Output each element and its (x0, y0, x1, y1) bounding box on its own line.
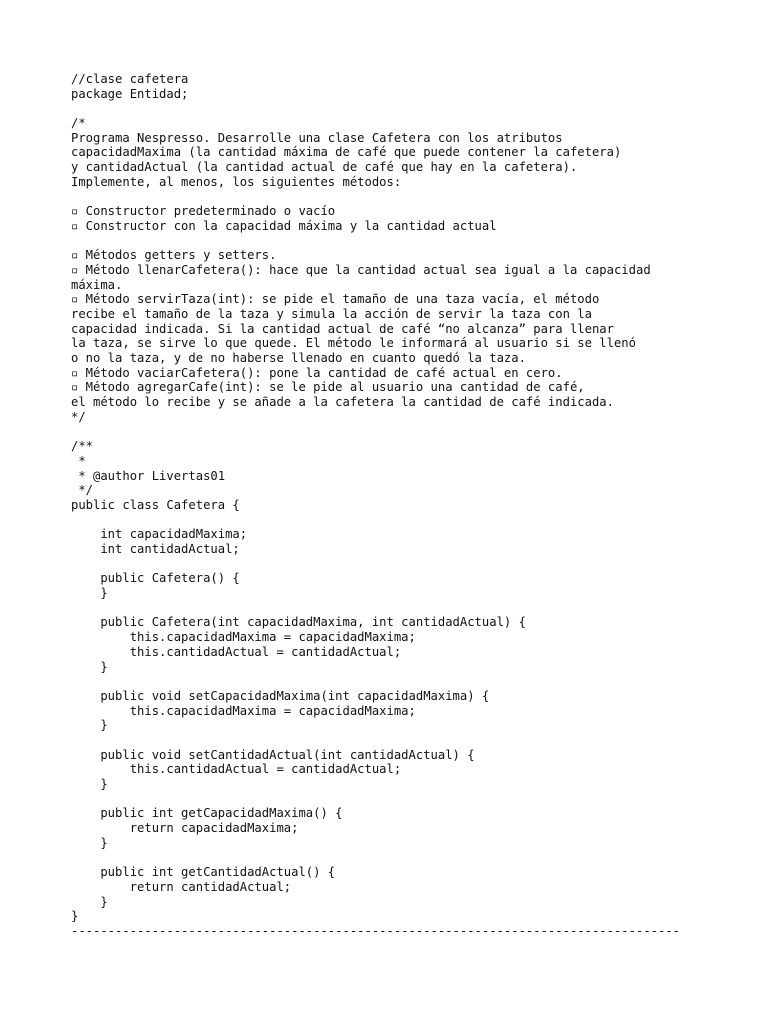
code-line: /** (71, 439, 94, 454)
code-line: ▫ Métodos getters y setters. (71, 248, 277, 263)
code-line: ▫ Método servirTaza(int): se pide el tamaño de una taza vacía, el método (71, 292, 600, 307)
code-line: ▫ Constructor predeterminado o vacío (71, 204, 336, 219)
code-line (71, 101, 731, 116)
code-line (71, 234, 731, 249)
code-line (71, 850, 731, 865)
code-line: * @author Livertas01 (71, 468, 226, 483)
code-line (71, 557, 731, 572)
code-line: public int getCapacidadMaxima() { (71, 806, 343, 821)
code-line: public class Cafetera { (71, 497, 240, 512)
code-line: el método lo recibe y se añade a la cafetera la cantidad de café indicada. (71, 395, 614, 410)
code-line: ▫ Método agregarCafe(int): se le pide al usuario una cantidad de café, (71, 380, 585, 395)
code-line: máxima. (71, 277, 123, 292)
code-line: ▫ Método vaciarCafetera(): pone la cantidad de café actual en cero. (71, 365, 563, 380)
code-listing (71, 72, 731, 939)
code-line: Implemente, al menos, los siguientes métodos: (71, 174, 402, 189)
code-line: ----------------------------------------------------------------------------------- (71, 923, 681, 938)
code-line: return capacidadMaxima; (71, 821, 299, 836)
code-line (71, 425, 731, 440)
code-line: public int getCantidadActual() { (71, 865, 336, 880)
code-line: this.capacidadMaxima = capacidadMaxima; (71, 703, 416, 718)
code-line: public void setCapacidadMaxima(int capacidadMaxima) { (71, 688, 490, 703)
code-line: recibe el tamaño de la taza y simula la acción de servir la taza con la (71, 307, 592, 321)
code-line: /* (71, 116, 86, 131)
code-line: o no la taza, y de no haberse llenado en cuanto quedó la taza. (71, 351, 526, 366)
code-line: } (71, 586, 108, 601)
code-line: */ (71, 409, 86, 424)
code-line: //clase cafetera (71, 72, 189, 86)
code-line: package Entidad; (71, 86, 189, 101)
code-line (71, 190, 731, 205)
code-line: */ (71, 483, 94, 498)
code-line (71, 792, 731, 807)
code-line: this.cantidadActual = cantidadActual; (71, 762, 402, 777)
code-line: public Cafetera() { (71, 571, 240, 586)
code-line: int capacidadMaxima; (71, 527, 248, 542)
code-line: } (71, 777, 108, 791)
code-line: } (71, 659, 108, 674)
code-line: } (71, 894, 108, 909)
code-line: } (71, 835, 108, 850)
code-line: public void setCantidadActual(int cantidadActual) { (71, 747, 475, 762)
code-line: int cantidadActual; (71, 542, 240, 556)
code-line: ▫ Constructor con la capacidad máxima y la cantidad actual (71, 218, 497, 233)
code-line: capacidadMaxima (la cantidad máxima de café que puede contener la cafetera) (71, 145, 622, 160)
code-line (71, 513, 731, 528)
code-line: Programa Nespresso. Desarrolle una clase Cafetera con los atributos (71, 130, 563, 145)
code-line (71, 733, 731, 748)
code-line: capacidad indicada. Si la cantidad actual de café “no alcanza” para llenar (71, 321, 614, 336)
code-line: this.capacidadMaxima = capacidadMaxima; (71, 630, 416, 645)
code-line: return cantidadActual; (71, 879, 292, 894)
code-line (71, 674, 731, 689)
code-line: this.cantidadActual = cantidadActual; (71, 644, 402, 659)
code-line: la taza, se sirve lo que quede. El método le informará al usuario si se llenó (71, 336, 636, 351)
code-line (71, 601, 731, 616)
code-line: public Cafetera(int capacidadMaxima, int cantidadActual) { (71, 615, 526, 630)
code-line: ▫ Método llenarCafetera(): hace que la cantidad actual sea igual a la capacidad (71, 262, 651, 277)
code-line: } (71, 718, 108, 733)
code-line: * (71, 453, 86, 468)
code-line: y cantidadActual (la cantidad actual de café que hay en la cafetera). (71, 160, 578, 175)
code-line: } (71, 909, 79, 924)
